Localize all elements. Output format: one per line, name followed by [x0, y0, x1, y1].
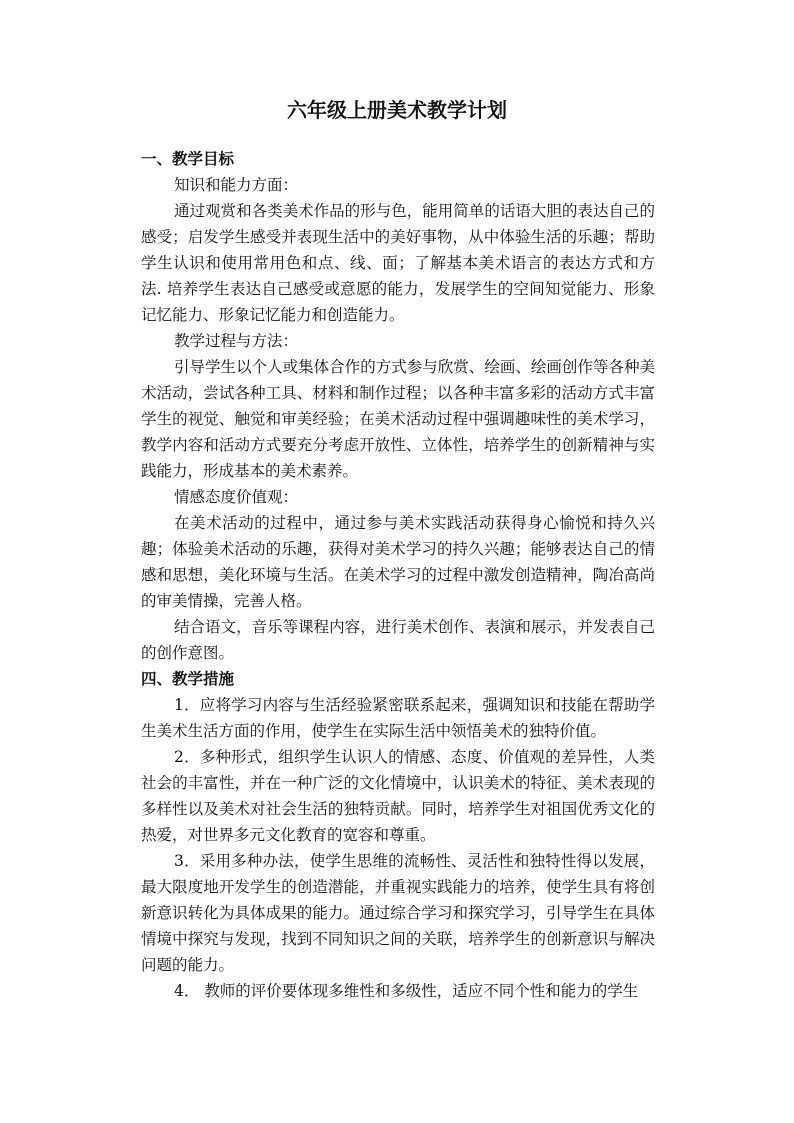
subheading-knowledge-ability: 知识和能力方面： [174, 176, 299, 194]
subheading-emotion-values: 情感态度价值观： [174, 488, 299, 506]
measure-item-1: 1．应将学习内容与生活经验紧密联系起来，强调知识和技能在帮助学生美术生活方面的作用，使学生在实际生活中领悟美术的独特价值。 [141, 696, 655, 740]
section-heading-goals: 一、教学目标 [141, 149, 235, 168]
paragraph-integration: 结合语文，音乐等课程内容，进行美术创作、表演和展示，并发表自己的创作意图。 [141, 618, 655, 662]
subheading-process-method: 教学过程与方法： [174, 332, 299, 350]
document-body [141, 146, 655, 1004]
section-heading-measures: 四、教学措施 [141, 669, 235, 688]
paragraph-process-method: 引导学生以个人或集体合作的方式参与欣赏、绘画、绘画创作等各种美术活动，尝试各种工具、材料和制作过程；以各种丰富多彩的活动方式丰富学生的视觉、触觉和审美经验；在美术活动过程中强调趣味性的美术学习，教学内容和活动方式要充分考虑开放性、立体性，培养学生的创新精神与实践能力，形成基本的美术素养。 [141, 358, 655, 480]
measure-item-3: 3．采用多种办法，使学生思维的流畅性、灵活性和独特性得以发展，最大限度地开发学生的创造潜能，并重视实践能力的培养，使学生具有将创新意识转化为具体成果的能力。通过综合学习和探究学习，引导学生在具体情境中探究与发现，找到不同知识之间的关联，培养学生的创新意识与解决问题的能力。 [141, 852, 655, 974]
paragraph-knowledge-ability: 通过观赏和各类美术作品的形与色，能用简单的话语大胆的表达自己的感受；启发学生感受并表现生活中的美好事物，从中体验生活的乐趣；帮助学生认识和使用常用色和点、线、面；了解基本美术语言的表达方式和方法. 培养学生表达自己感受或意愿的能力，发展学生的空间知觉能力、形象记忆能力、形象记忆能力和创造能力。 [141, 202, 655, 324]
document-title: 六年级上册美术教学计划 [287, 98, 507, 122]
measure-item-2: 2．多种形式，组织学生认识人的情感、态度、价值观的差异性，人类社会的丰富性，并在一种广泛的文化情境中，认识美术的特征、美术表现的多样性以及美术对社会生活的独特贡献。同时，培养学生对祖国优秀文化的热爱，对世界多元文化教育的宽容和尊重。 [141, 748, 655, 844]
paragraph-emotion-values: 在美术活动的过程中，通过参与美术实践活动获得身心愉悦和持久兴趣；体验美术活动的乐趣，获得对美术学习的持久兴趣；能够表达自己的情感和思想，美化环境与生活。在美术学习的过程中激发创造精神，陶冶高尚的审美情操，完善人格。 [141, 514, 655, 610]
measure-item-4: 4． 教师的评价要体现多维性和多级性，适应不同个性和能力的学生 [174, 982, 639, 1000]
